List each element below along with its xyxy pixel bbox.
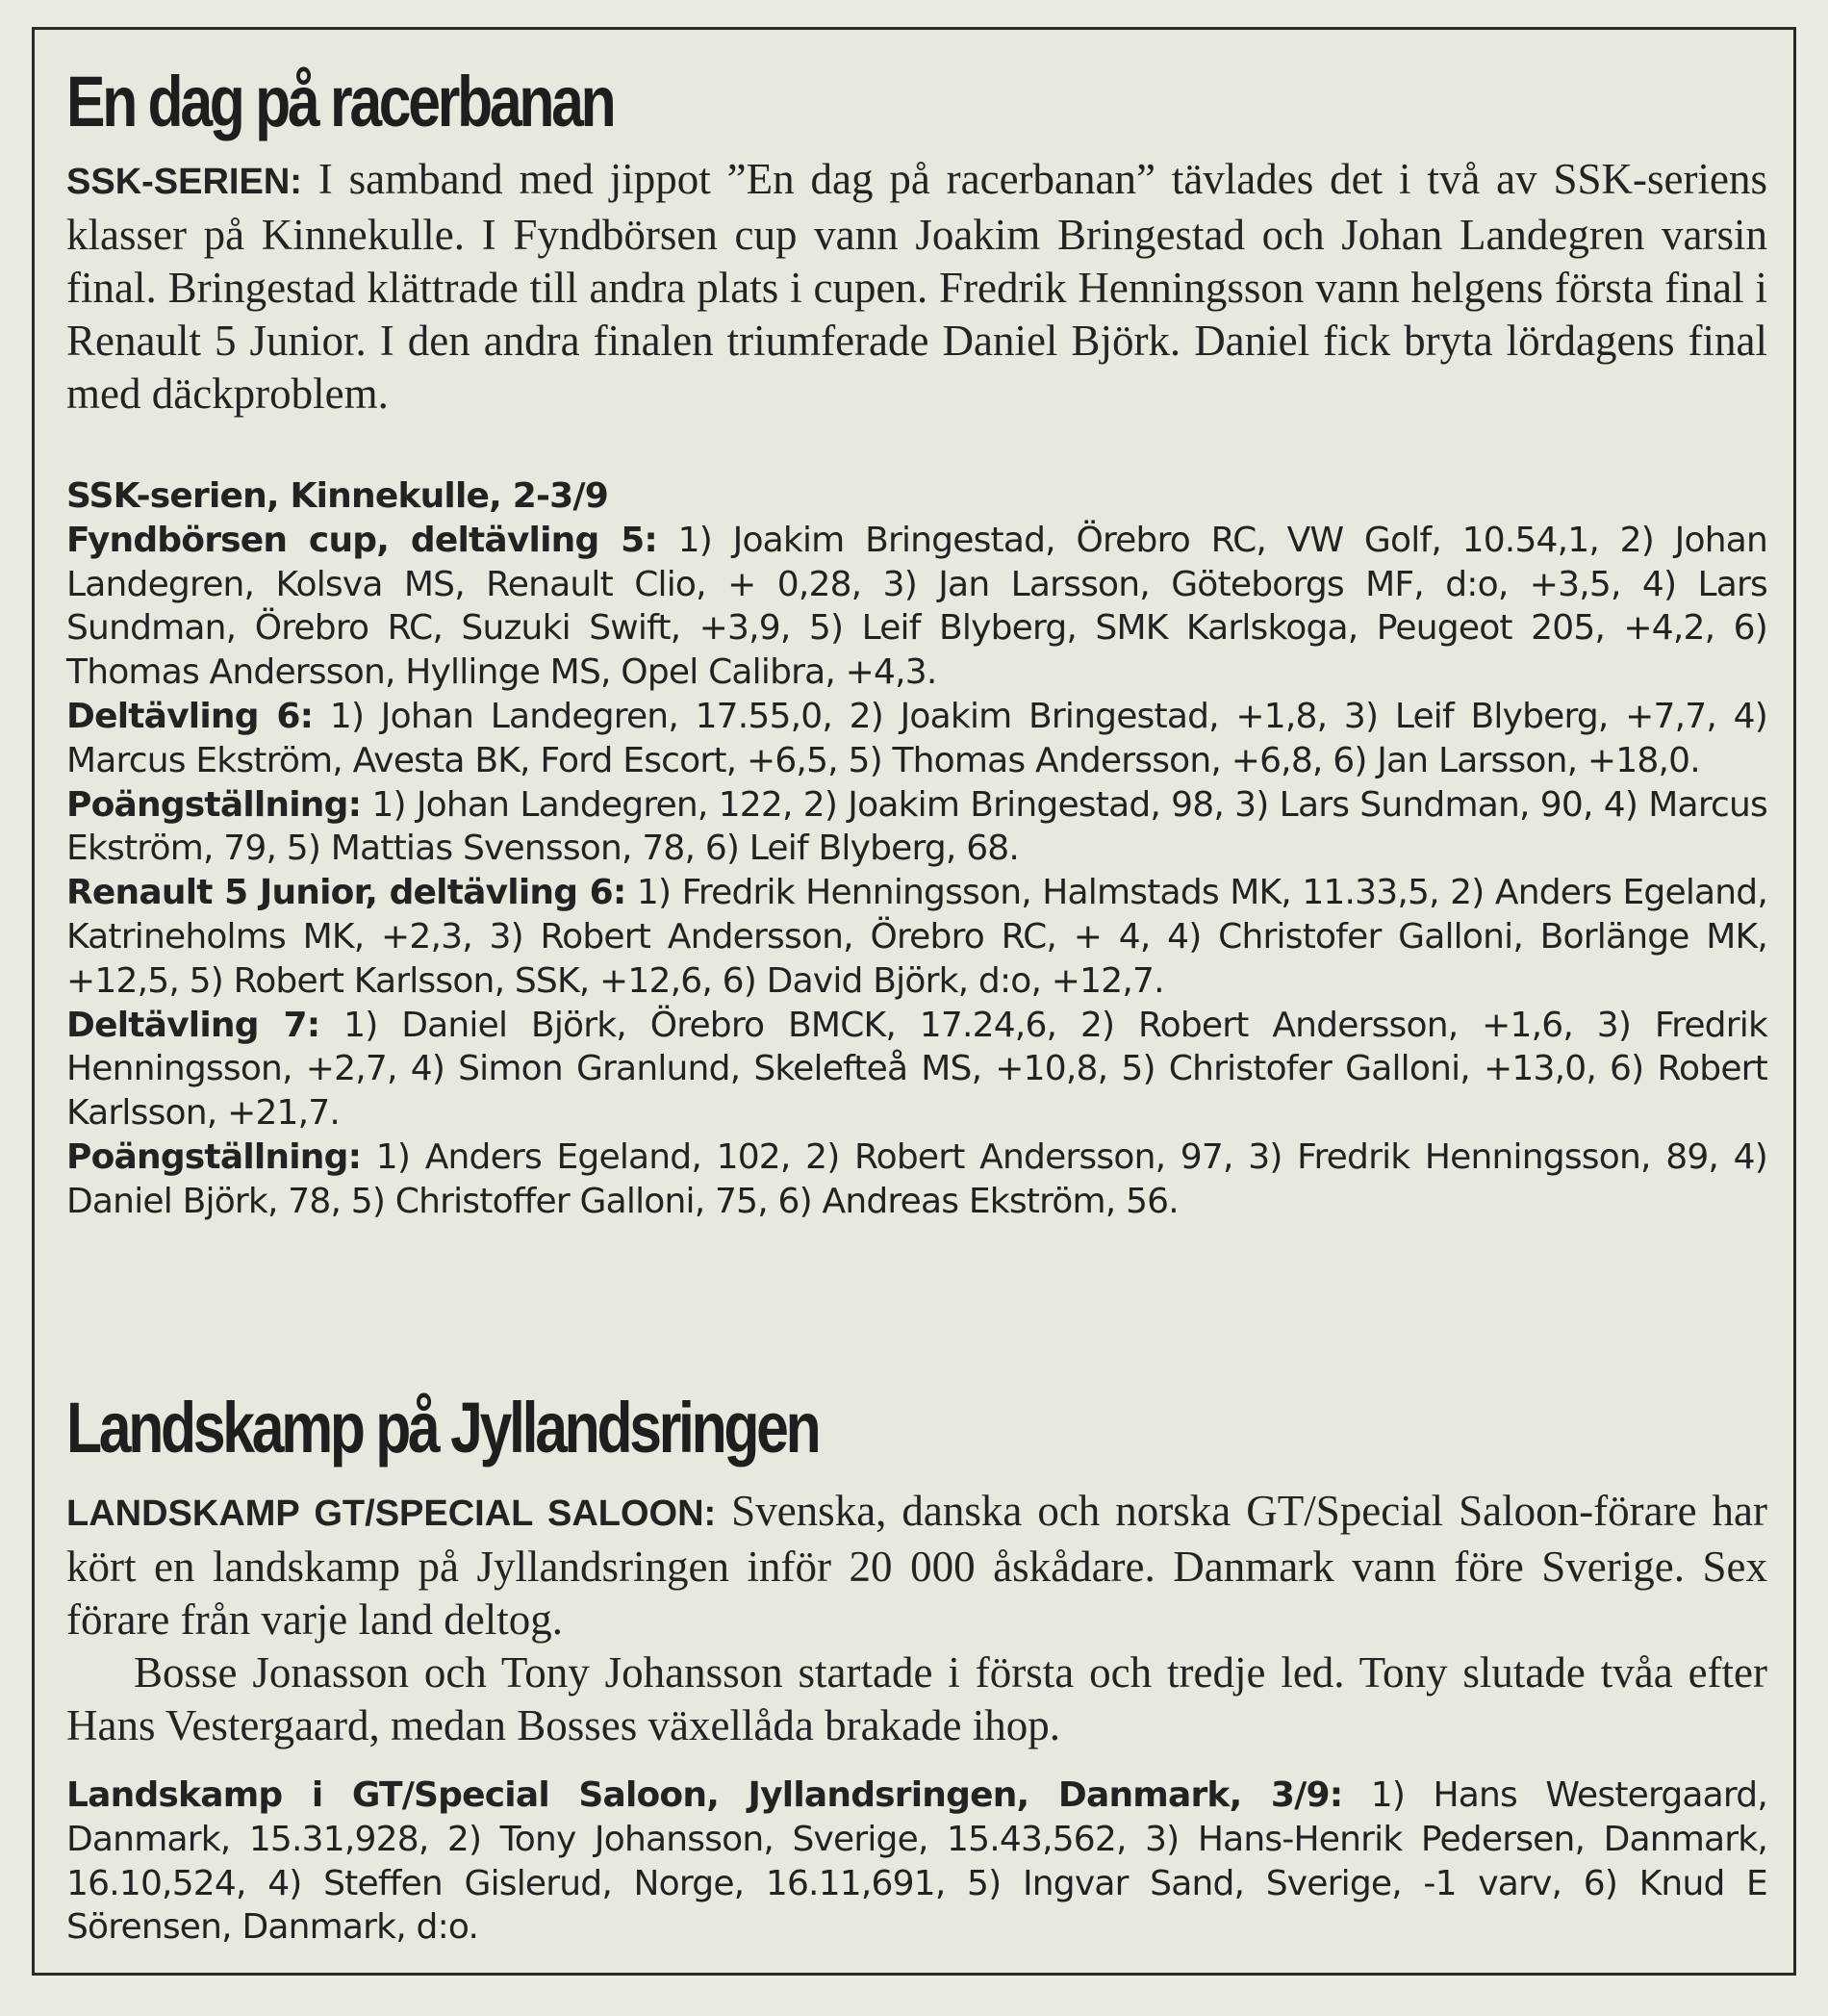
result-text: 1) Johan Landegren, 17.55,0, 2) Joakim Bringestad, +1,8, 3) Leif Blyberg, +7,7, 4) Marcus Ekström, Avesta BK, Ford Escort, +6,5, 5) Thomas Andersson, +6,8, 6) Jan Larsson, +18,0. xyxy=(66,696,1767,780)
result-renault-6 xyxy=(66,871,1767,1003)
result-label: Poängställning: xyxy=(66,1136,362,1177)
result-label: Landskamp i GT/Special Saloon, Jyllandsringen, Danmark, 3/9: xyxy=(66,1775,1343,1815)
result-label: Renault 5 Junior, deltävling 6: xyxy=(66,873,626,913)
newspaper-clipping xyxy=(32,27,1796,1976)
result-landskamp xyxy=(66,1774,1767,1950)
result-label: Poängställning: xyxy=(66,784,362,825)
lead-paragraph-racerbanan xyxy=(66,153,1767,421)
result-poangstallning-renault xyxy=(66,1136,1767,1224)
result-label: Deltävling 7: xyxy=(66,1005,320,1045)
result-text: 1) Anders Egeland, 102, 2) Robert Andersson, 97, 3) Fredrik Henningsson, 89, 4) Daniel Björk, 78, 5) Christoffer Galloni, 75, 6) Andreas Ekström, 56. xyxy=(66,1136,1767,1221)
article-jyllandsringen xyxy=(66,1385,1767,1950)
result-text: 1) Johan Landegren, 122, 2) Joakim Bringestad, 98, 3) Lars Sundman, 90, 4) Marcus Ekström, 79, 5) Mattias Svensson, 78, 6) Leif Blyberg, 68. xyxy=(66,784,1767,869)
result-poangstallning-fyndborsen xyxy=(66,783,1767,872)
lead-paragraph-2-jyllandsringen: Bosse Jonasson och Tony Johansson startade i första och tredje led. Tony slutade tvåa efter Hans Vestergaard, medan Bosses växellåda brakade ihop. xyxy=(66,1648,1767,1749)
article-racerbanan xyxy=(66,59,1767,1224)
result-label: Fyndbörsen cup, deltävling 5: xyxy=(66,520,658,560)
results-title-ssk: SSK-serien, Kinnekulle, 2-3/9 xyxy=(66,476,608,516)
lead-paragraph-jyllandsringen xyxy=(66,1485,1767,1646)
lead-tag-ssk-serien: SSK-SERIEN: xyxy=(66,162,302,202)
result-deltavling-6 xyxy=(66,695,1767,783)
lead-text-racerbanan: I samband med jippot ”En dag på racerbanan” tävlades det i två av SSK-seriens klasser på Kinnekulle. I Fyndbörsen cup vann Joakim Bringestad och Johan Landegren varsin final. Bringestad klättrade till andra plats i cupen. Fredrik Henningsson vann helgens första final i Renault 5 Junior. I den andra finalen triumferade Daniel Björk. Daniel fick bryta lördagens final med däckproblem. xyxy=(66,155,1767,418)
result-fyndborsen-5 xyxy=(66,519,1767,695)
lead-tag-landskamp: LANDSKAMP GT/SPECIAL SALOON: xyxy=(66,1493,717,1534)
result-label: Deltävling 6: xyxy=(66,696,314,736)
result-text: 1) Daniel Björk, Örebro BMCK, 17.24,6, 2) Robert Andersson, +1,6, 3) Fredrik Henningsson, +2,7, 4) Simon Granlund, Skelefteå MS, +10,8, 5) Christofer Galloni, +13,0, 6) Robert Karlsson, +21,7. xyxy=(66,1005,1767,1134)
result-text: 1) Fredrik Henningsson, Halmstads MK, 11.33,5, 2) Anders Egeland, Katrineholms MK, +2,3, 3) Robert Andersson, Örebro RC, + 4, 4) Christofer Galloni, Borlänge MK, +12,5, 5) Robert Karlsson, SSK, +12,6, 6) David Björk, d:o, +12,7. xyxy=(66,873,1768,1001)
result-text: 1) Joakim Bringestad, Örebro RC, VW Golf, 10.54,1, 2) Johan Landegren, Kolsva MS, Renault Clio, + 0,28, 3) Jan Larsson, Göteborgs MF, d:o, +3,5, 4) Lars Sundman, Örebro RC, Suzuki Swift, +3,9, 5) Leif Blyberg, SMK Karlskoga, Peugeot 205, +4,2, 6) Thomas Andersson, Hyllinge MS, Opel Calibra, +4,3. xyxy=(66,520,1767,693)
result-text: 1) Hans Westergaard, Danmark, 15.31,928, 2) Tony Johansson, Sverige, 15.43,562, 3) Hans-Henrik Pedersen, Danmark, 16.10,524, 4) Steffen Gislerud, Norge, 16.11,691, 5) Ingvar Sand, Sverige, -1 varv, 6) Knud E Sörensen, Danmark, d:o. xyxy=(66,1775,1767,1948)
results-block-landskamp xyxy=(66,1774,1767,1950)
lead-text-jyllandsringen: Svenska, danska och norska GT/Special Saloon-förare har kört en landskamp på Jyllandsringen inför 20 000 åskådare. Danmark vann före Sverige. Sex förare från varje land deltog. xyxy=(66,1487,1767,1644)
headline-racerbanan: En dag på racerbanan xyxy=(66,62,614,141)
results-block-ssk xyxy=(66,474,1767,1224)
result-deltavling-7 xyxy=(66,1004,1767,1136)
headline-jyllandsringen: Landskamp på Jyllandsringen xyxy=(66,1388,819,1467)
